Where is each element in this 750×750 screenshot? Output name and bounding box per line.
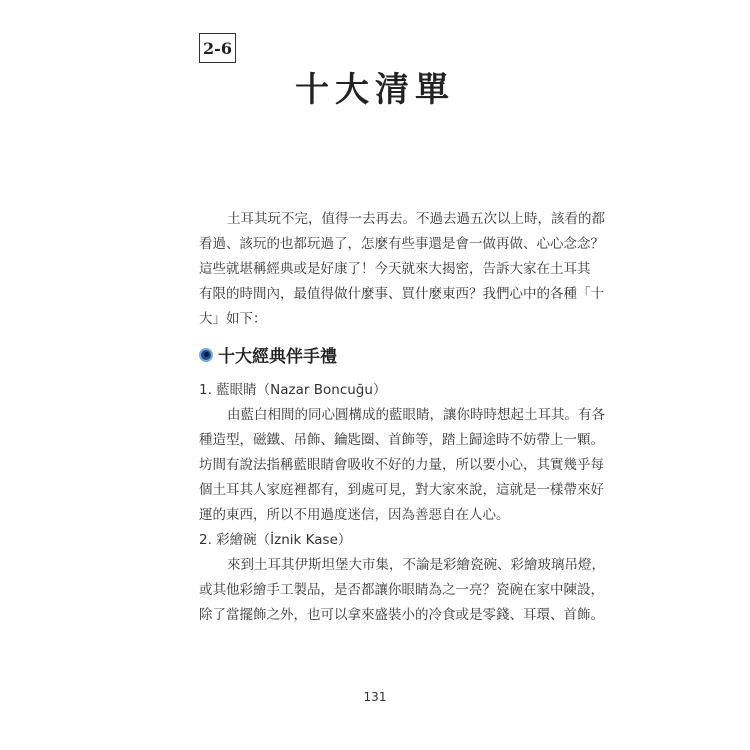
item-line: 由藍白相間的同心圓構成的藍眼睛，讓你時時想起土耳其。有各 bbox=[227, 407, 605, 423]
section-heading bbox=[199, 342, 337, 367]
evil-eye-bead-icon bbox=[199, 348, 213, 362]
item-line: 運的東西，所以不用過度迷信，因為善惡自在人心。 bbox=[199, 507, 510, 523]
item-line: 來到土耳其伊斯坦堡大市集，不論是彩繪瓷碗、彩繪玻璃吊燈， bbox=[227, 557, 605, 573]
intro-line: 有限的時間內，最值得做什麼事、買什麼東西？我們心中的各種「十 bbox=[199, 286, 604, 302]
item-body-2 bbox=[199, 553, 605, 628]
item-line: 個土耳其人家庭裡都有，到處可見，對大家來說，這就是一樣帶來好 bbox=[199, 482, 604, 498]
item-title-2: 2. 彩繪碗（İznik Kase） bbox=[199, 532, 352, 548]
section-heading-text: 十大經典伴手禮 bbox=[218, 347, 337, 367]
item-body-1 bbox=[199, 403, 605, 528]
chapter-number: 2-6 bbox=[203, 38, 232, 58]
item-title-1: 1. 藍眼睛（Nazar Boncuğu） bbox=[199, 382, 387, 398]
chapter-number-box bbox=[199, 33, 236, 63]
item-line: 或其他彩繪手工製品，是否都讓你眼睛為之一亮？瓷碗在家中陳設， bbox=[199, 582, 604, 598]
intro-line: 土耳其玩不完，值得一去再去。不過去過五次以上時，該看的都 bbox=[227, 211, 605, 227]
item-line: 除了當擺飾之外，也可以拿來盛裝小的冷食或是零錢、耳環、首飾。 bbox=[199, 607, 604, 623]
intro-line: 大」如下： bbox=[199, 311, 267, 327]
item-line: 種造型，磁鐵、吊飾、鑰匙圈、首飾等，踏上歸途時不妨帶上一顆。 bbox=[199, 432, 604, 448]
intro-paragraph bbox=[199, 207, 605, 332]
page-title: 十大清單 bbox=[295, 70, 455, 110]
intro-line: 這些就堪稱經典或是好康了！今天就來大揭密，告訴大家在土耳其 bbox=[199, 261, 591, 277]
page-number: 131 bbox=[363, 690, 387, 704]
item-line: 坊間有說法指稱藍眼睛會吸收不好的力量，所以要小心，其實幾乎每 bbox=[199, 457, 604, 473]
intro-line: 看過、該玩的也都玩過了，怎麼有些事還是會一做再做、心心念念？ bbox=[199, 236, 604, 252]
